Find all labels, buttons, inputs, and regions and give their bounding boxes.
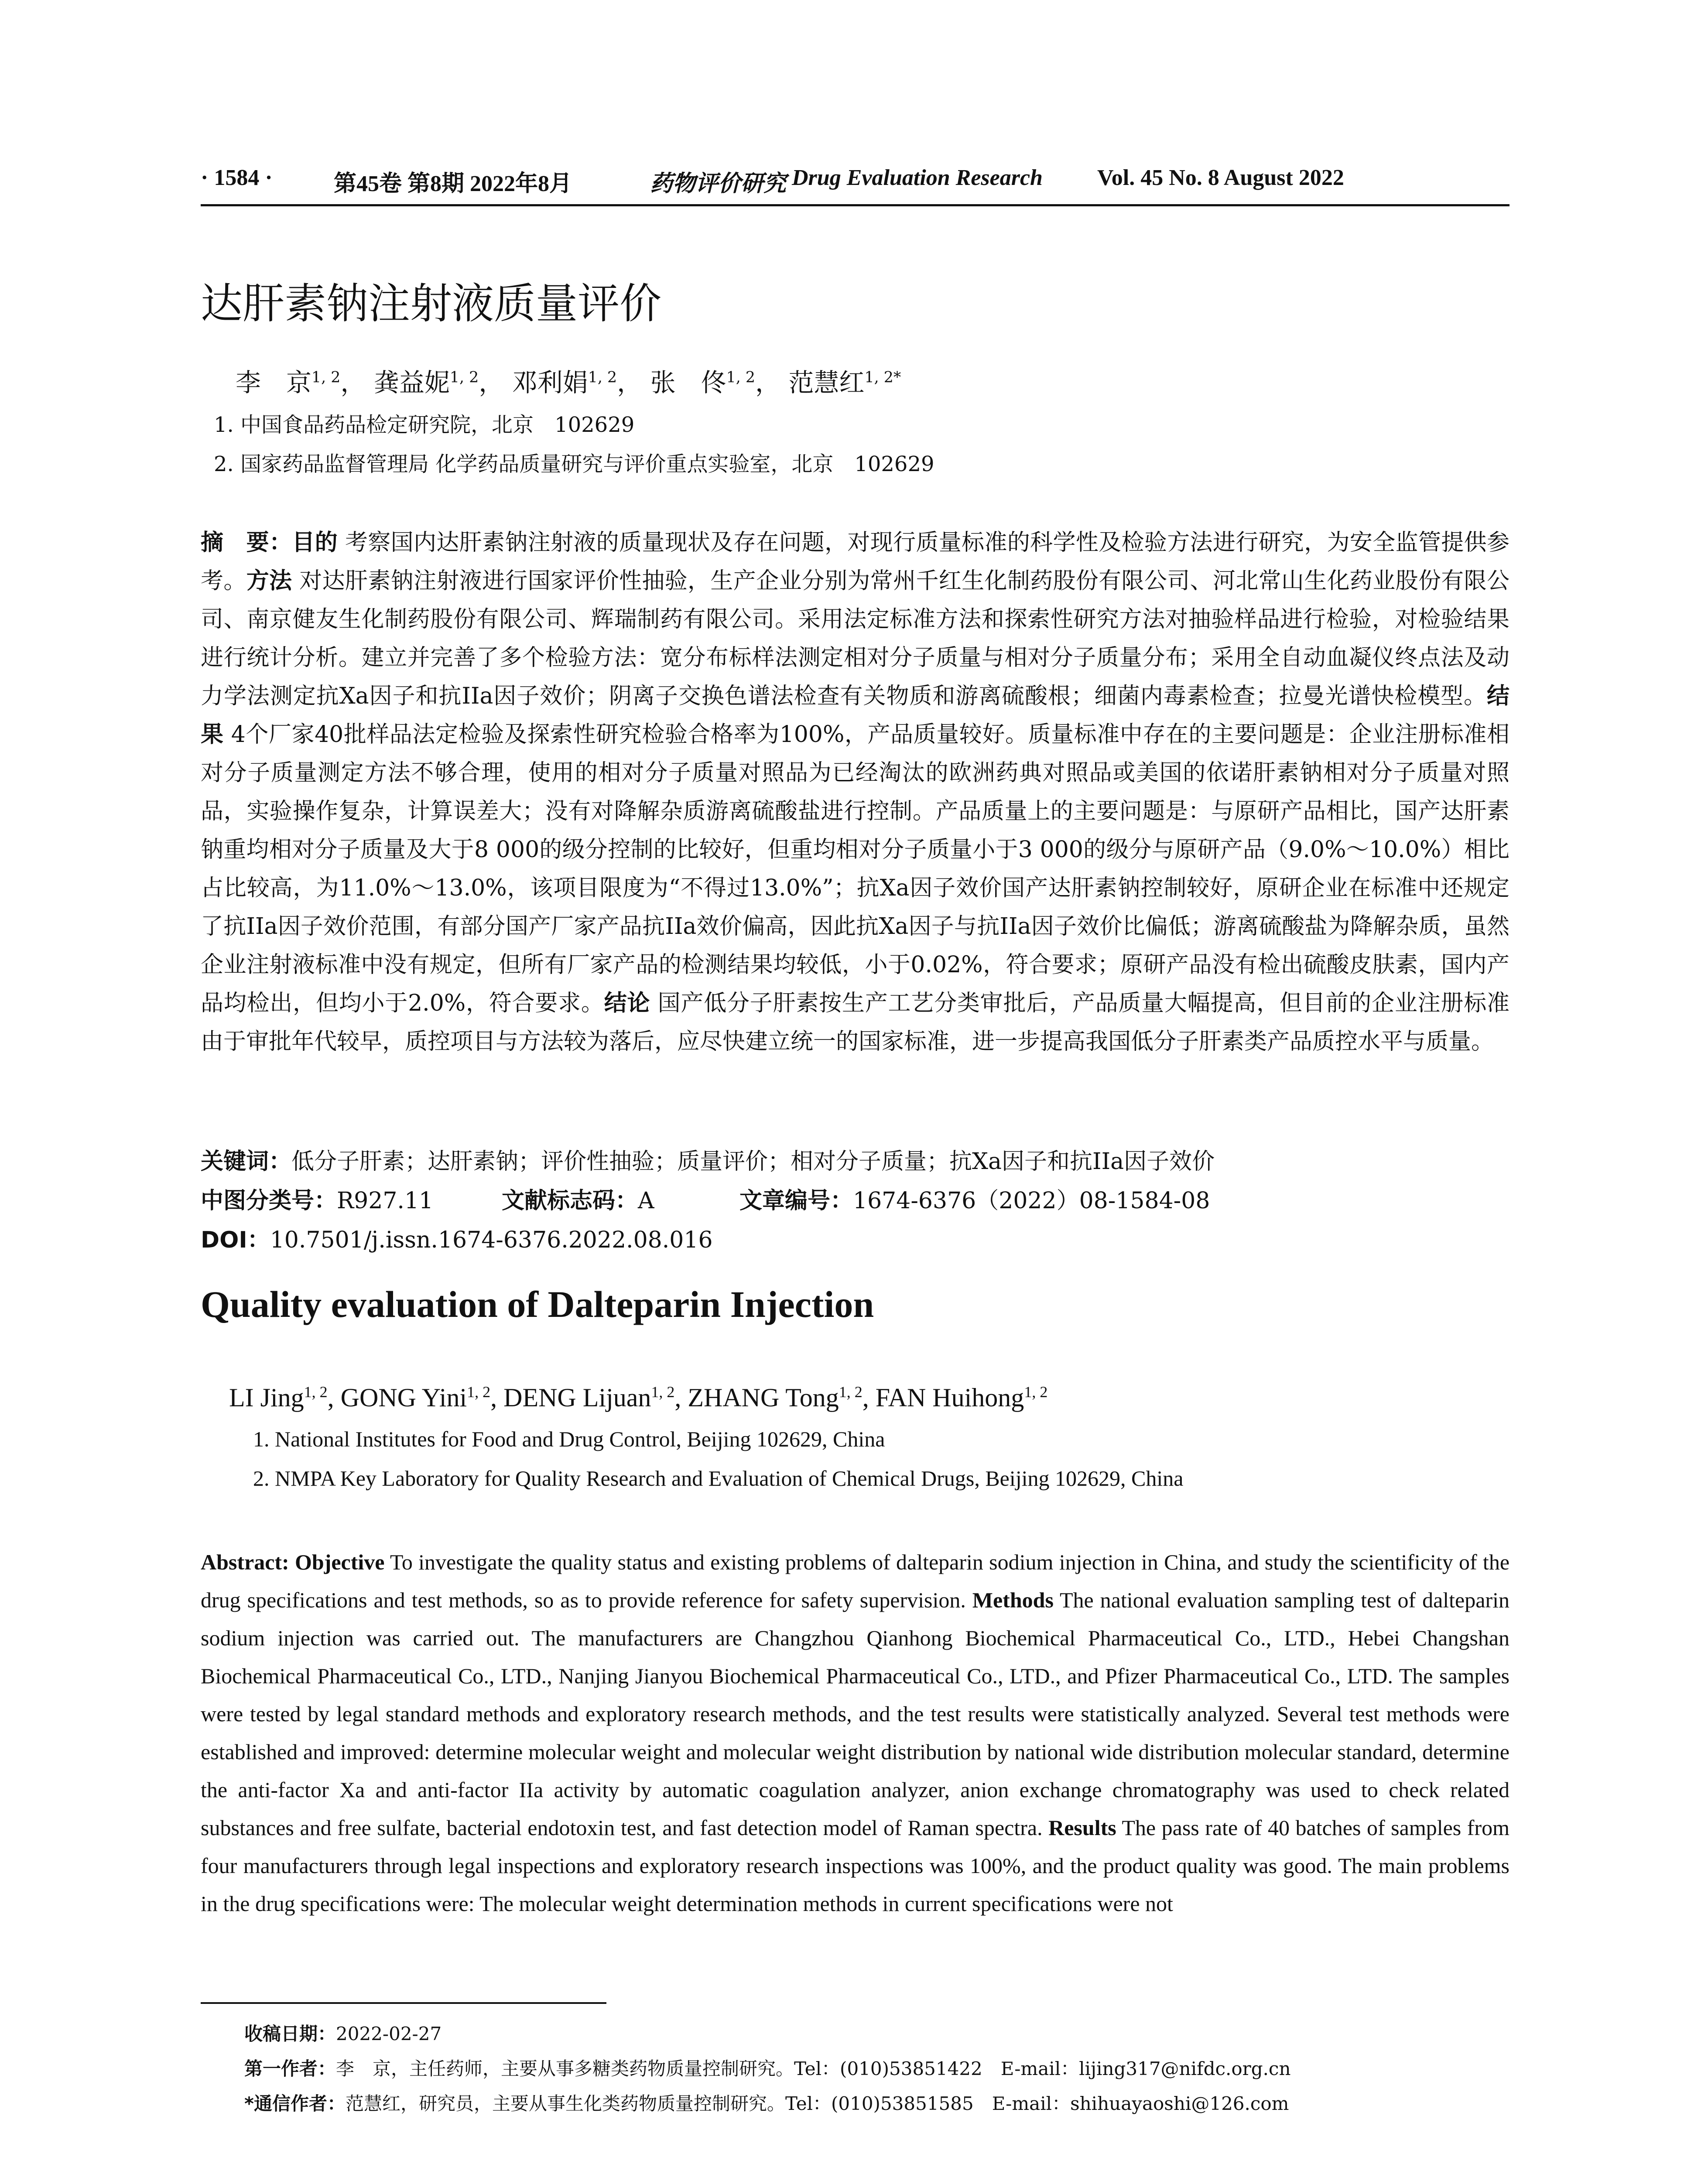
author-affil-sup: 1, 2: [726, 369, 756, 386]
affiliation-cn-2: 2. 国家药品监督管理局 化学药品质量研究与评价重点实验室，北京 102629: [214, 452, 934, 476]
doc-code-wrap: [502, 1182, 654, 1215]
methods-text: 对达肝素钠注射液进行国家评价性抽验，生产企业分别为常州千红生化制药股份有限公司、河北常山生化药业股份有限公司、南京健友生化制药股份有限公司、辉瑞制药有限公司。采用法定标准方法和探索性研究方法对抽验样品进行检验，对检验结果进行统计分析。建立并完善了多个检验方法：宽分布标样法测定相对分子质量与相对分子质量分布；采用全自动血凝仪终点法及动力学法测定抗Xa因子和抗IIa因子效价；阴离子交换色谱法检查有关物质和游离硫酸根；细菌内毒素检查；拉曼光谱快检模型。: [201, 568, 1509, 709]
footnote-rule: [201, 2002, 606, 2004]
author-name: 龚益妮: [373, 368, 450, 397]
methods-label: 方法: [246, 568, 292, 594]
conclusion-text: 国产低分子肝素按生产工艺分类审批后，产品质量大幅提高，但目前的企业注册标准由于审批年代较早，质控项目与方法较为落后，应尽快建立统一的国家标准，进一步提高我国低分子肝素类产品质控水平与质量。: [201, 990, 1509, 1055]
abstract-en: [201, 1543, 1509, 1923]
affiliation-cn-1: 1. 中国食品药品检定研究院，北京 102629: [214, 413, 635, 437]
author-affil-sup: 1, 2: [839, 1383, 863, 1401]
objective-en-text: To investigate the quality status and existing problems of dalteparin sodium injection in China, and study the scientificity of the drug specifications and test methods, so as to provide reference for safety supervision.: [201, 1550, 1510, 1612]
running-header: [201, 165, 1509, 204]
author-separator: ，: [617, 368, 643, 397]
objective-en-label: Objective: [295, 1550, 385, 1574]
author-affil-sup: 1, 2: [588, 369, 617, 386]
journal-name-cn: 药物评价研究: [650, 170, 787, 197]
keywords-cn: [201, 1143, 1509, 1173]
clc-wrap: [201, 1182, 433, 1215]
author-separator: ,: [327, 1383, 341, 1412]
author-affil-sup: 1, 2: [311, 369, 341, 386]
results-text: 4个厂家40批样品法定检验及探索性研究检验合格率为100%，产品质量较好。质量标准中存在的主要问题是：企业注册标准相对分子质量测定方法不够合理，使用的相对分子质量对照品为已经淘汰的欧洲药典对照品或美国的依诺肝素钠相对分子质量对照品，实验操作复杂，计算误差大；没有对降解杂质游离硫酸盐进行控制。产品质量上的主要问题是：与原研产品相比，国产达肝素钠重均相对分子质量及大于8 000的级分控制的比较好，但重均相对分子质量小于3 000的级分与原研产品（9.0%～10.0%）相比占比较高，为11.0%～13.0%，该项目限度为“不得过13.0%”；抗Xa因子效价国产达肝素钠控制较好，原研企业在标准中还规定了抗IIa因子效价范围，有部分国产厂家产品抗IIa效价偏高，因此抗Xa因子与抗IIa因子效价比偏低；游离硫酸盐为降解杂质，虽然企业注射液标准中没有规定，但所有厂家产品的检测结果均较低，小于0.02%，符合要求；原研产品没有检出硫酸皮肤素，国内产品均检出，但均小于2.0%，符合要求。: [201, 721, 1509, 1016]
methods-en-text: The national evaluation sampling test of dalteparin sodium injection was carried out. The manufacturers are Changzhou Qianhong Biochemical Pharmaceutical Co., LTD., Hebei Changshan Biochemical Pharmaceutical Co., LTD., Nanjing Jianyou Biochemical Pharmaceutical Co., LTD., and Pfizer Pharmaceutical Co., LTD. The samples were tested by legal standard methods and exploratory research methods, and the test results were statistically analyzed. Several test methods were established and improved: determine molecular weight and molecular weight distribution by national wide distribution molecular standard, determine the anti-factor Xa and anti-factor IIa activity by automatic coagulation analyzer, anion exchange chromatography was used to check related substances and free sulfate, bacterial endotoxin test, and fast detection model of Raman spectra.: [201, 1588, 1509, 1840]
author-name-en: GONG Yini: [340, 1383, 467, 1412]
title-cn: 达肝素钠注射液质量评价: [201, 279, 661, 328]
header-rule: [201, 204, 1509, 206]
author-name: 范慧红: [788, 368, 865, 397]
authors-cn: [236, 362, 901, 399]
title-en: Quality evaluation of Dalteparin Injection: [201, 1283, 874, 1325]
doi-line: [201, 1221, 1509, 1252]
keywords-text: 低分子肝素；达肝素钠；评价性抽验；质量评价；相对分子质量；抗Xa因子和抗IIa因子效价: [291, 1149, 1215, 1175]
journal-name-en: Drug Evaluation Research: [792, 165, 1043, 190]
author-separator: ，: [479, 368, 504, 397]
clc-label: 中图分类号：: [201, 1188, 337, 1214]
author-name-en: DENG Lijuan: [503, 1383, 651, 1412]
authors-en: [229, 1383, 1047, 1413]
author-name-en: ZHANG Tong: [688, 1383, 839, 1412]
article-no-label: 文章编号：: [739, 1188, 853, 1214]
objective-text: 考察国内达肝素钠注射液的质量现状及存在问题，对现行质量标准的科学性及检验方法进行研究，为安全监管提供参考。: [201, 530, 1509, 594]
affiliation-en-1: 1. National Institutes for Food and Drug Control, Beijing 102629, China: [253, 1427, 885, 1451]
footnote-received: [244, 2020, 442, 2046]
author-name: 邓利娟: [512, 368, 588, 397]
author-separator: ,: [862, 1383, 876, 1412]
footnote-label: 第一作者：: [244, 2058, 336, 2079]
doi-label: DOI：: [201, 1227, 270, 1253]
author-separator: ,: [674, 1383, 688, 1412]
footnote-label: *通信作者：: [244, 2093, 346, 2114]
author-affil-sup: 1, 2: [449, 369, 479, 386]
doc-code-value: A: [638, 1188, 654, 1214]
author-affil-sup: 1, 2: [304, 1383, 328, 1401]
footnote-corresponding: [244, 2089, 1289, 2116]
results-en-label: Results: [1048, 1815, 1116, 1840]
issue-en: Vol. 45 No. 8 August 2022: [1097, 165, 1344, 190]
keywords-label: 关键词：: [201, 1149, 292, 1175]
results-label: 结果: [201, 683, 1509, 748]
doc-code-label: 文献标志码：: [502, 1188, 638, 1214]
footnote-text: 范慧红，研究员，主要从事生化类药物质量控制研究。Tel：(010)53851585 E-mail：shihuayaoshi@126.com: [345, 2093, 1289, 2114]
results-en-text: The pass rate of 40 batches of samples from four manufacturers through legal inspections and exploratory research inspections was 100%, and the product quality was good. The main problems in the drug specifications were: The molecular weight determination methods in current specifications were not: [201, 1815, 1510, 1916]
author-name-en: LI Jing: [229, 1383, 304, 1412]
author-name: 李 京: [236, 368, 312, 397]
article-no-value: 1674-6376（2022）08-1584-08: [853, 1188, 1210, 1214]
abstract-label: 摘 要：: [201, 530, 292, 556]
footnote-text: 2022-02-27: [336, 2023, 442, 2044]
page-number: · 1584 ·: [201, 165, 273, 190]
footnote-first-author: [244, 2055, 1291, 2081]
author-affil-sup: 1, 2*: [864, 369, 901, 386]
conclusion-label: 结论: [604, 990, 650, 1016]
author-separator: ，: [755, 368, 781, 397]
author-separator: ，: [340, 368, 366, 397]
classification-line: [201, 1182, 1509, 1213]
author-affil-sup: 1, 2: [1024, 1383, 1048, 1401]
issue-cn: 第45卷 第8期 2022年8月: [334, 171, 572, 196]
objective-label: 目的: [292, 530, 338, 556]
clc-value: R927.11: [337, 1188, 434, 1214]
doi-wrap: [201, 1221, 713, 1254]
keywords-wrap: [201, 1143, 1215, 1176]
footnote-text: 李 京，主任药师，主要从事多糖类药物质量控制研究。Tel：(010)53851422 E-mail：lijing317@nifdc.org.cn: [336, 2058, 1291, 2079]
doi-value: 10.7501/j.issn.1674-6376.2022.08.016: [270, 1227, 713, 1253]
author-name: 张 佟: [650, 368, 726, 397]
author-affil-sup: 1, 2: [467, 1383, 491, 1401]
author-separator: ,: [490, 1383, 504, 1412]
article-no-wrap: [739, 1182, 1210, 1215]
author-affil-sup: 1, 2: [651, 1383, 675, 1401]
methods-en-label: Methods: [972, 1588, 1054, 1612]
abstract-en-label: Abstract:: [201, 1550, 289, 1574]
abstract-cn: [201, 523, 1509, 1061]
author-name-en: FAN Huihong: [875, 1383, 1024, 1412]
affiliation-en-2: 2. NMPA Key Laboratory for Quality Research and Evaluation of Chemical Drugs, Beijing 102629, China: [253, 1466, 1184, 1490]
footnote-label: 收稿日期：: [244, 2023, 336, 2044]
